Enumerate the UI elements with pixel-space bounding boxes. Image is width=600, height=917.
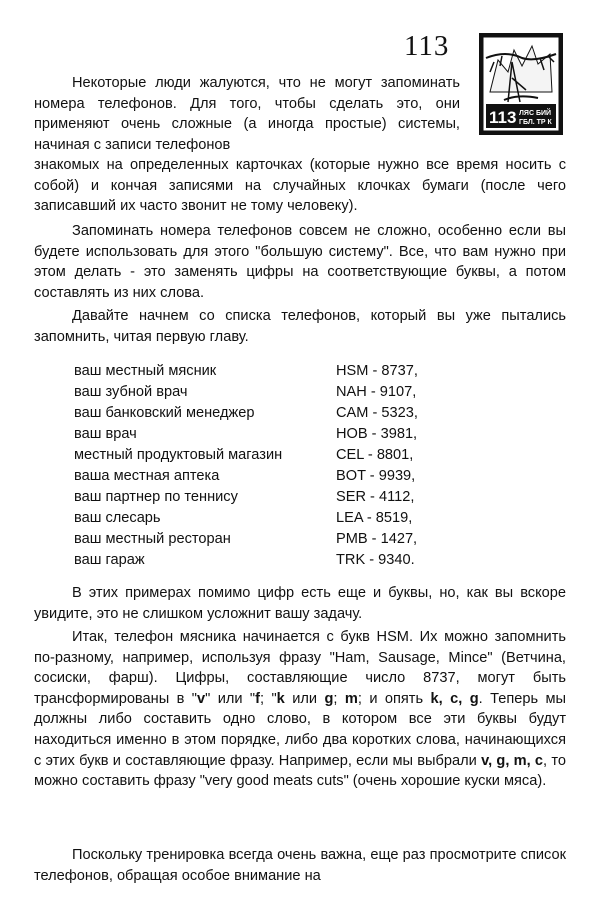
list-item (74, 508, 474, 529)
list-item (74, 466, 474, 487)
paragraph-practice: Поскольку тренировка всегда очень важна, еще раз просмотрите список телефонов, обращая особое внимание на (34, 847, 566, 884)
list-item (74, 445, 474, 466)
phone-owner: ваш местный мясник (74, 363, 217, 379)
list-item (74, 550, 474, 571)
phone-owner: ваш гараж (74, 552, 145, 568)
paragraph-phone-list-intro: Давайте начнем со списка телефонов, который вы уже пытались запомнить, читая первую главу. (34, 308, 566, 345)
list-item (74, 403, 474, 424)
svg-text:113: 113 (489, 108, 517, 127)
phone-number: LEA - 8519, (336, 510, 413, 526)
phone-number: BOT - 9939, (336, 468, 416, 484)
list-item (74, 529, 474, 550)
list-item (74, 361, 474, 382)
phone-number: HOB - 3981, (336, 426, 418, 442)
phone-owner: ваш местный ресторан (74, 531, 231, 547)
phone-number: PMB - 1427, (336, 531, 418, 547)
svg-text:ЛЯС БИЙ: ЛЯС БИЙ (519, 110, 552, 117)
paragraph-intro-continued: знакомых на определенных карточках (которые нужно все время носить с собой) и кончая записями на случайных клочках бумаги (после чего записавший их часто звонит не тому человеку). (34, 157, 566, 215)
phone-number: SER - 4112, (336, 489, 415, 505)
paragraph-big-system: Запоминать номера телефонов совсем не сложно, особенно если вы будете использовать для этого "большую систему". Все, что вам нужно при этом делать - это заменять цифры на соответствующие буквы, а потом составлять из них слова. (34, 223, 566, 301)
phone-owner: ваша местная аптека (74, 468, 220, 484)
paragraph-intro: Некоторые люди жалуются, что не могут запоминать номера телефонов. Для того, чтобы сделать это, они применяют очень сложные (а иногда простые) системы, начиная с записи телефонов (34, 75, 460, 153)
phone-number: HSM - 8737, (336, 363, 418, 379)
phone-owner: ваш зубной врач (74, 384, 188, 400)
page-number: 113 (404, 30, 450, 62)
phone-list (74, 361, 474, 571)
list-item (74, 487, 474, 508)
list-item (74, 424, 474, 445)
svg-text:ГБЛ. ТР К: ГБЛ. ТР К (519, 119, 552, 126)
phone-number: NAH - 9107, (336, 384, 417, 400)
phone-number: TRK - 9340. (336, 552, 415, 568)
paragraph-letters-note: В этих примерах помимо цифр есть еще и буквы, но, как вы вскоре увидите, это не слишком усложнит вашу задачу. (34, 585, 566, 622)
phone-owner: ваш слесарь (74, 510, 161, 526)
phone-owner: ваш банковский менеджер (74, 405, 255, 421)
phone-owner: местный продуктовый магазин (74, 447, 283, 463)
paragraph-butcher-example: Итак, телефон мясника начинается с букв HSM. Их можно запомнить по-разному, например, используя фразу "Ham, Sausage, Mince" (Ветчина, сосиски, фарш). Цифры, составляющие число 8737, могут быть трансформированы в "v" или "f; "k или g; m; и опять k, c, g. Теперь мы должны либо составить одно слово, в котором все эти буквы будут находиться именно в этом порядке, либо два коротких слова, начинающихся с этих букв и составляющие фразу. Например, если мы выбрали v, g, m, c, то можно составить фразу "very good meats cuts" (очень хорошие куски мяса). (34, 629, 567, 790)
list-item (74, 382, 474, 403)
phone-owner: ваш врач (74, 426, 137, 442)
phone-owner: ваш партнер по теннису (74, 489, 238, 505)
phone-number: CAM - 5323, (336, 405, 418, 421)
phone-number: CEL - 8801, (336, 447, 414, 463)
publisher-stamp-logo (478, 32, 564, 136)
